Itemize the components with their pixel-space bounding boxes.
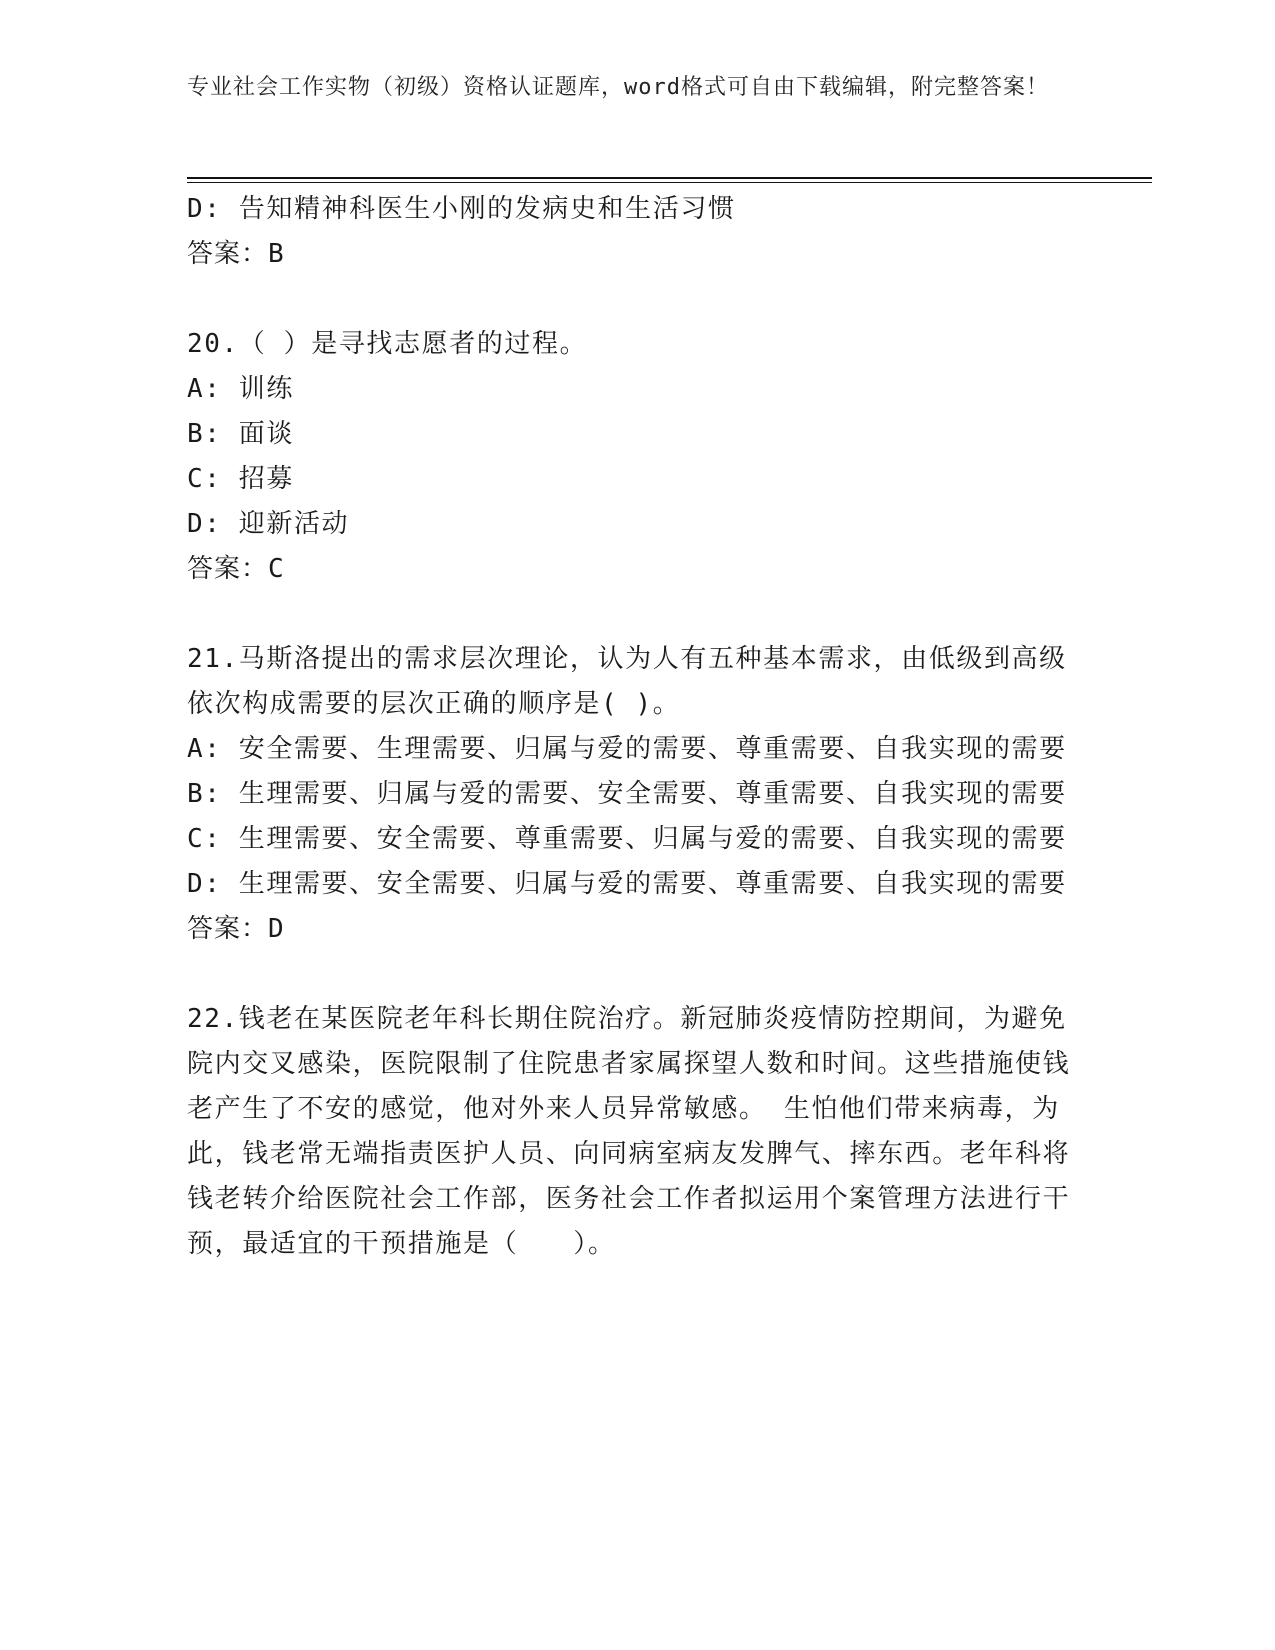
spacer bbox=[187, 592, 1087, 637]
q21-option-a: A: 安全需要、生理需要、归属与爱的需要、尊重需要、自我实现的需要 bbox=[187, 734, 1067, 764]
q20-option-b: B: 面谈 bbox=[187, 419, 294, 449]
q21-option-d: D: 生理需要、安全需要、归属与爱的需要、尊重需要、自我实现的需要 bbox=[187, 869, 1067, 899]
page-header: 专业社会工作实物（初级）资格认证题库，word格式可自由下载编辑，附完整答案！ bbox=[187, 75, 1049, 100]
q22-stem: 22.钱老在某医院老年科长期住院治疗。新冠肺炎疫情防控期间，为避免院内交叉感染，医院限制了住院患者家属探望人数和时间。这些措施使钱老产生了不安的感觉，他对外来人员异常敏感。 生怕他们带来病毒，为此，钱老常无端指责医护人员、向同病室病友发脾气、摔东西。老年科将钱老转介给医院社会工作部，医务社会工作者拟运用个案管理方法进行干预，最适宜的干预措施是（ ）。 bbox=[187, 1004, 1071, 1259]
header-rule-thin bbox=[187, 182, 1152, 183]
header-rule-thick bbox=[187, 177, 1152, 179]
q21-stem: 21.马斯洛提出的需求层次理论，认为人有五种基本需求，由低级到高级依次构成需要的层次正确的顺序是( )。 bbox=[187, 644, 1067, 719]
spacer bbox=[187, 952, 1087, 997]
question-content bbox=[187, 187, 1087, 1267]
q20-option-d: D: 迎新活动 bbox=[187, 509, 350, 539]
q20-option-a: A: 训练 bbox=[187, 374, 294, 404]
spacer bbox=[187, 277, 1087, 322]
prev-question-answer: 答案：B bbox=[187, 239, 285, 269]
prev-question-option-d: D: 告知精神科医生小刚的发病史和生活习惯 bbox=[187, 194, 736, 224]
q21-option-c: C: 生理需要、安全需要、尊重需要、归属与爱的需要、自我实现的需要 bbox=[187, 824, 1067, 854]
q20-answer: 答案：C bbox=[187, 554, 285, 584]
q21-answer: 答案：D bbox=[187, 914, 285, 944]
q21-option-b: B: 生理需要、归属与爱的需要、安全需要、尊重需要、自我实现的需要 bbox=[187, 779, 1067, 809]
q20-stem: 20.（ ）是寻找志愿者的过程。 bbox=[187, 329, 588, 359]
q20-option-c: C: 招募 bbox=[187, 464, 294, 494]
